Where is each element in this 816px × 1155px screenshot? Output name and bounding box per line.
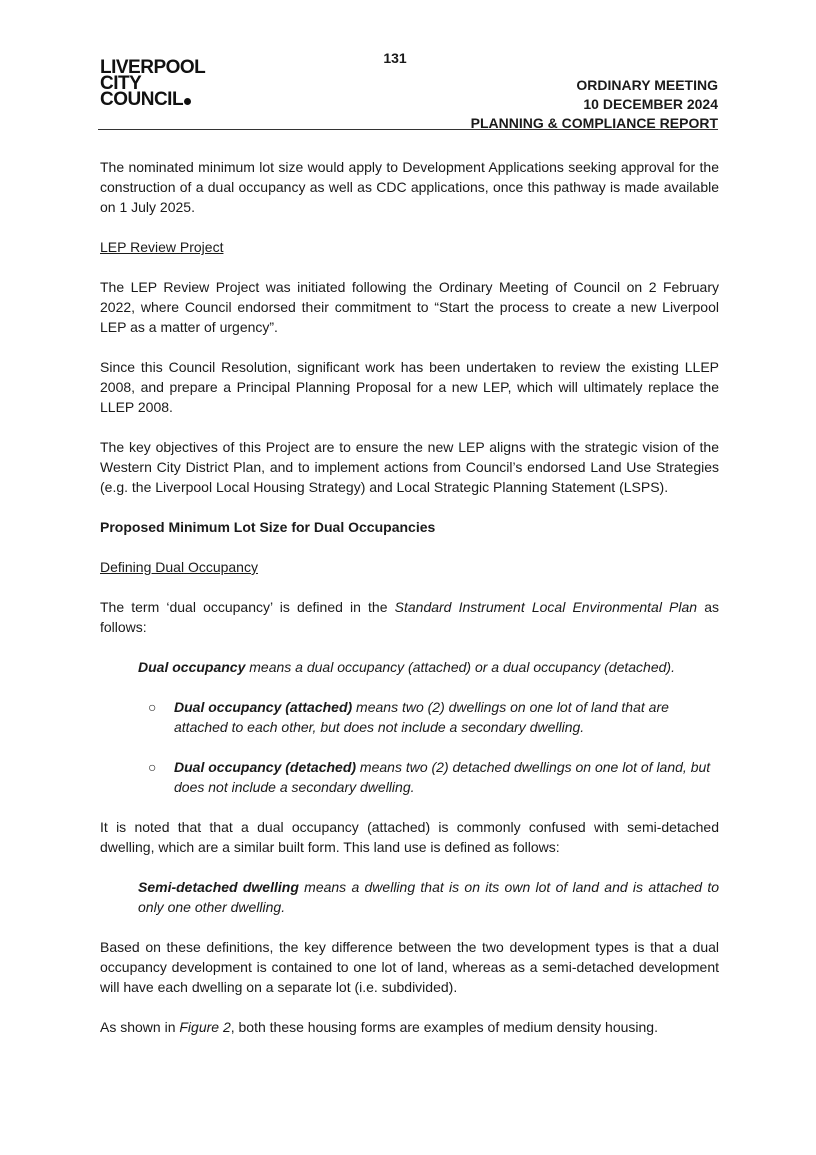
definition-attached: ○ Dual occupancy (attached) means two (2) dwellings on one lot of land that are attached to each other, but does not include a secondary dwelling. (148, 699, 669, 735)
paragraph-figure-reference: As shown in Figure 2, both these housing forms are examples of medium density housing. (100, 1019, 658, 1035)
heading-defining-dual-occupancy: Defining Dual Occupancy (100, 559, 258, 575)
paragraph-lep-initiated: The LEP Review Project was initiated following the Ordinary Meeting of Council on 2 February 2022, where Council endorsed their commitment to “Start the process to create a new Liverpool LEP as a matter of urgency”. (100, 279, 719, 335)
header-date: 10 DECEMBER 2024 (583, 96, 718, 112)
header-divider (98, 129, 718, 130)
paragraph-key-objectives: The key objectives of this Project are to ensure the new LEP aligns with the strategic vision of the Western City District Plan, and to implement actions from Council’s endorsed Land Use Strategies (e.g. the Liverpool Local Housing Strategy) and Local Strategic Planning Statement (LSPS). (100, 439, 719, 495)
page-number: 131 (383, 50, 407, 66)
logo-line-3 (100, 89, 205, 110)
header-report: PLANNING & COMPLIANCE REPORT (470, 115, 718, 131)
paragraph-term-defined: The term ‘dual occupancy’ is defined in the Standard Instrument Local Environmental Plan as follows: (100, 599, 719, 635)
definition-dual-occupancy: Dual occupancy means a dual occupancy (attached) or a dual occupancy (detached). (138, 659, 675, 675)
heading-lep-review: LEP Review Project (100, 239, 224, 255)
logo-dot-icon (184, 98, 191, 105)
bullet-icon: ○ (148, 699, 157, 715)
paragraph-commonly-confused: It is noted that that a dual occupancy (attached) is commonly confused with semi-detached dwelling, which are a similar built form. This land use is defined as follows: (100, 819, 719, 855)
logo-line-1: LIVERPOOL (100, 57, 206, 78)
bullet-icon: ○ (148, 759, 157, 775)
paragraph-lot-size: The nominated minimum lot size would apply to Development Applications seeking approval for the construction of a dual occupancy as well as CDC applications, once this pathway is made available on 1 July 2025. (100, 159, 719, 215)
logo-line-3-text: COUNCIL (100, 89, 184, 110)
definition-semi-detached: Semi-detached dwelling means a dwelling that is on its own lot of land and is attached to only one other dwelling. (138, 879, 719, 915)
paragraph-council-resolution: Since this Council Resolution, significant work has been undertaken to review the existing LLEP 2008, and prepare a Principal Planning Proposal for a new LEP, which will ultimately replace the LLEP 2008. (100, 359, 719, 415)
logo-line-2: CITY (100, 73, 142, 94)
header-meeting: ORDINARY MEETING (576, 77, 718, 93)
report-header (471, 76, 718, 133)
report-body (100, 157, 719, 1057)
definition-detached: ○ Dual occupancy (detached) means two (2) detached dwellings on one lot of land, but does not include a secondary dwelling. (148, 759, 711, 795)
paragraph-key-difference: Based on these definitions, the key difference between the two development types is that a dual occupancy development is contained to one lot of land, whereas as a semi-detached development will have each dwelling on a separate lot (i.e. subdivided). (100, 939, 719, 995)
liverpool-city-council-logo (100, 57, 206, 110)
heading-proposed-min-lot-size: Proposed Minimum Lot Size for Dual Occupancies (100, 519, 436, 535)
